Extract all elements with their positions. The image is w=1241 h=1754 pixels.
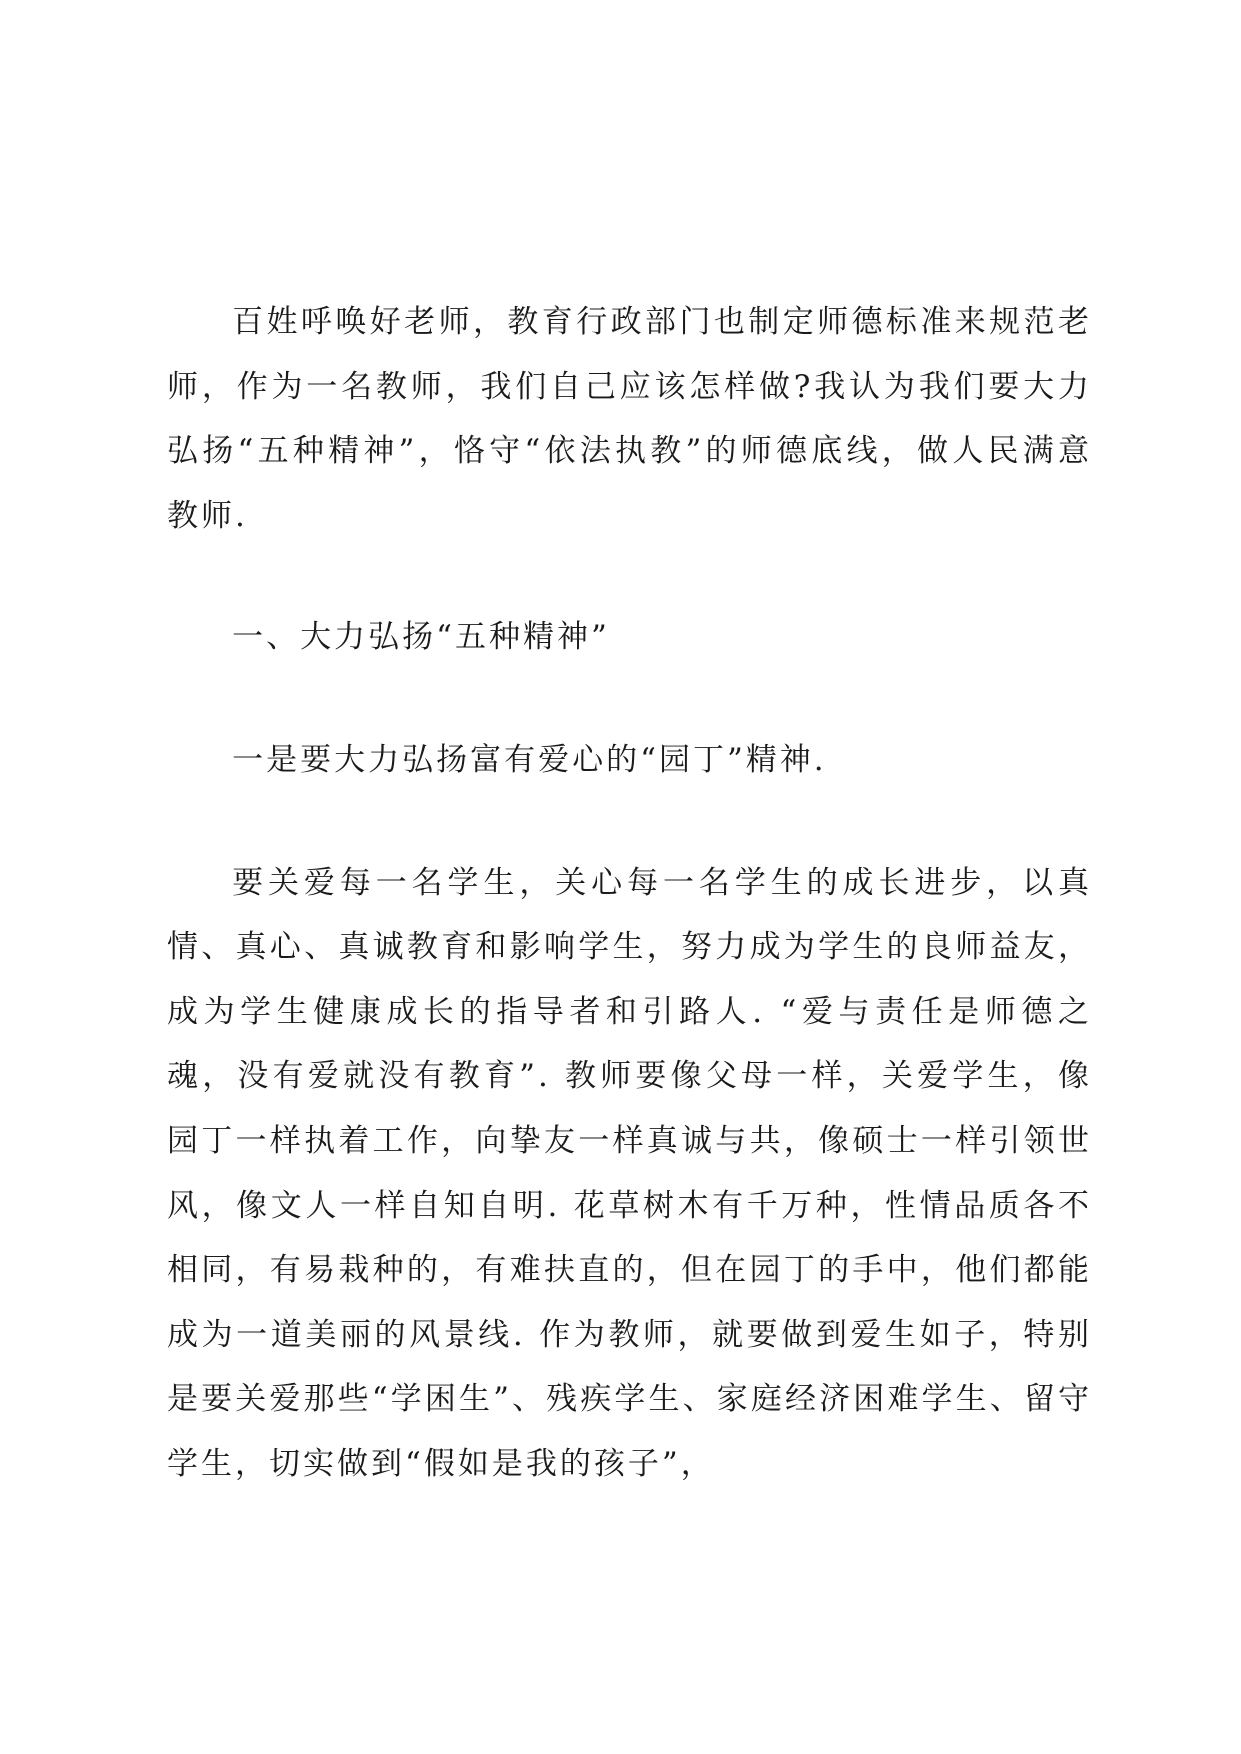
section-heading: 一、大力弘扬“五种精神” (232, 619, 610, 656)
subsection-heading: 一是要大力弘扬富有爱心的“园丁”精神. (232, 741, 827, 778)
intro-paragraph: 百姓呼唤好老师，教育行政部门也制定师德标准来规范老师，作为一名教师，我们自己应该怎样做?我认为我们要大力弘扬“五种精神”，恪守“依法执教”的师德底线，做人民满意教师. (167, 304, 1092, 534)
body-paragraph: 要关爱每一名学生，关心每一名学生的成长进步，以真情、真心、真诚教育和影响学生，努力成为学生的良师益友，成为学生健康成长的指导者和引路人. “爱与责任是师德之魂，没有爱就没有教育”. 教师要像父母一样，关爱学生，像园丁一样执着工作，向挚友一样真诚与共，像硕士一样引领世风，像文人一样自知自明. 花草树木有千万种，性情品质各不相同，有易栽种的，有难扶直的，但在园丁的手中，他们都能成为一道美丽的风景线. 作为教师，就要做到爱生如子，特别是要关爱那些“学困生”、残疾学生、家庭经济困难学生、留守学生，切实做到“假如是我的孩子”， (167, 864, 1092, 1482)
document-body (167, 290, 1092, 1497)
